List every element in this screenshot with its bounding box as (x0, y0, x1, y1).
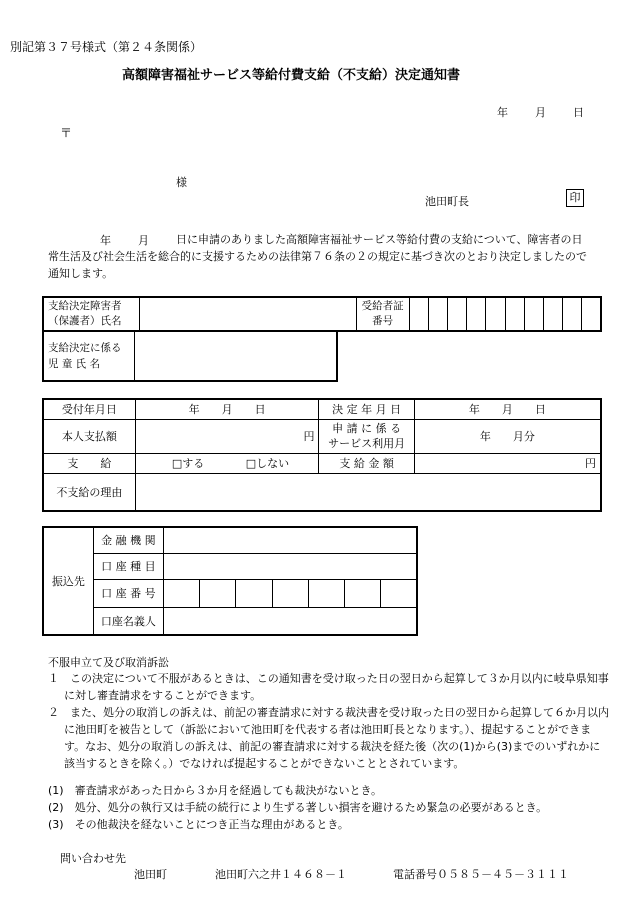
payment-options-cell (135, 453, 319, 473)
option-no-checkbox[interactable]: □しない (245, 457, 290, 470)
form-number: 別記第３７号様式（第２４条関係） (10, 40, 203, 54)
payment-label: 支 給 (43, 453, 135, 473)
intro-text: 日に申請のありました高額障害福祉サービス等給付費の支給について、障害者の日常生活及び社会生活を総合的に支援するための法律第７６条の２の規定に基づき次のとおり決定しましたので通知します。 (48, 233, 587, 280)
account-number-digit[interactable] (381, 579, 417, 607)
recipient-number-digit[interactable] (524, 297, 543, 331)
decision-date-value[interactable]: 年 月 日 (414, 399, 601, 419)
decision-date-label: 決 定 年 月 日 (319, 399, 414, 419)
intro-year: 年 (100, 234, 111, 247)
service-month-label-line2: サービス利用月 (328, 437, 406, 450)
addressee-suffix: 様 (176, 176, 187, 189)
document-title: 高額障害福祉サービス等給付費支給（不支給）決定通知書 (122, 68, 461, 83)
contact-label: 問い合わせ先 (60, 852, 126, 865)
contact-address: 池田町六之井１４６８－１ (215, 868, 347, 881)
recipient-table (42, 296, 602, 332)
appeal-item-1: １ この決定について不服があるときは、この通知書を受け取った日の翌日から起算して３か月以内に岐阜県知事に対し審査請求をすることができます。 (48, 672, 609, 702)
self-payment-value[interactable]: 円 (135, 419, 319, 453)
recipient-number-digit[interactable] (467, 297, 486, 331)
intro-month: 月 (138, 234, 149, 247)
bank-table (42, 526, 418, 636)
recipient-number-digit[interactable] (563, 297, 582, 331)
date-year: 年 (497, 106, 508, 119)
payment-amount-label: 支 給 金 額 (319, 453, 414, 473)
service-month-label (319, 419, 414, 453)
account-type-value[interactable] (164, 553, 417, 579)
appeal-sub-1: (1) 審査請求があった日から３か月を経過しても裁決がないとき。 (48, 784, 383, 797)
recipient-number-digit[interactable] (409, 297, 428, 331)
bank-value[interactable] (164, 527, 417, 553)
self-payment-label: 本人支払額 (43, 419, 135, 453)
account-holder-value[interactable] (164, 607, 417, 635)
child-name-label (43, 331, 134, 381)
recipient-number-digit[interactable] (486, 297, 505, 331)
account-number-digit[interactable] (344, 579, 380, 607)
account-holder-label: 口座名義人 (93, 607, 163, 635)
decision-table (42, 398, 602, 512)
received-date-label: 受付年月日 (43, 399, 135, 419)
reason-value[interactable] (135, 473, 601, 511)
service-month-label-line1: 申 請 に 係 る (332, 422, 402, 435)
recipient-number-digit[interactable] (582, 297, 601, 331)
account-number-digit[interactable] (236, 579, 272, 607)
date-month: 月 (535, 106, 546, 119)
recipient-number-digit[interactable] (543, 297, 562, 331)
child-table (42, 330, 338, 382)
recipient-number-digit[interactable] (505, 297, 524, 331)
recipient-number-digit[interactable] (448, 297, 467, 331)
seal-stamp: 印 (566, 189, 584, 207)
account-type-label: 口 座 種 目 (93, 553, 163, 579)
contact-phone: 電話番号０５８５－４５－３１１１ (393, 868, 569, 881)
account-number-digit[interactable] (164, 579, 200, 607)
reason-label: 不支給の理由 (43, 473, 135, 511)
account-number-digit[interactable] (272, 579, 308, 607)
appeal-item-2: ２ また、処分の取消しの訴えは、前記の審査請求に対する裁決書を受け取った日の翌日から起算して６か月以内に池田町を被告として（訴訟において池田町を代表する者は池田町長となります。）、提起することができます。なお、処分の取消しの訴えは、前記の審査請求に対する裁決を経た後（次の(1)から(3)までのいずれかに該当するときを除く。）でなければ提起することができないこととされています。 (48, 706, 609, 770)
account-number-digit[interactable] (308, 579, 344, 607)
appeal-sub-3: (3) その他裁決を経ないことにつき正当な理由があるとき。 (48, 818, 349, 831)
issuer-name: 池田町長 (425, 195, 469, 208)
recipient-number-label: 受給者証番号 (356, 297, 409, 331)
postal-mark: 〒 (60, 126, 73, 140)
appeal-sub-2: (2) 処分、処分の執行又は手続の続行により生ずる著しい損害を避けるため緊急の必要があるとき。 (48, 801, 548, 814)
payment-amount-value[interactable]: 円 (414, 453, 601, 473)
recipient-name-cell[interactable] (140, 297, 356, 331)
transfer-label: 振込先 (43, 527, 93, 635)
child-name-label-line2: 児 童 氏 名 (48, 358, 101, 370)
service-month-value[interactable]: 年 月分 (414, 419, 601, 453)
recipient-number-digit[interactable] (428, 297, 447, 331)
received-date-value[interactable]: 年 月 日 (135, 399, 319, 419)
bank-label: 金 融 機 関 (93, 527, 163, 553)
date-day: 日 (573, 106, 584, 119)
account-number-digit[interactable] (200, 579, 236, 607)
option-yes-checkbox[interactable]: □する (171, 457, 205, 470)
account-number-label: 口 座 番 号 (93, 579, 163, 607)
recipient-name-label: 支給決定障害者（保護者）氏名 (43, 297, 140, 331)
appeal-heading: 不服申立て及び取消訴訟 (48, 656, 169, 669)
child-name-cell[interactable] (134, 331, 337, 381)
contact-org: 池田町 (134, 868, 167, 881)
child-name-label-line1: 支給決定に係る (48, 342, 122, 354)
